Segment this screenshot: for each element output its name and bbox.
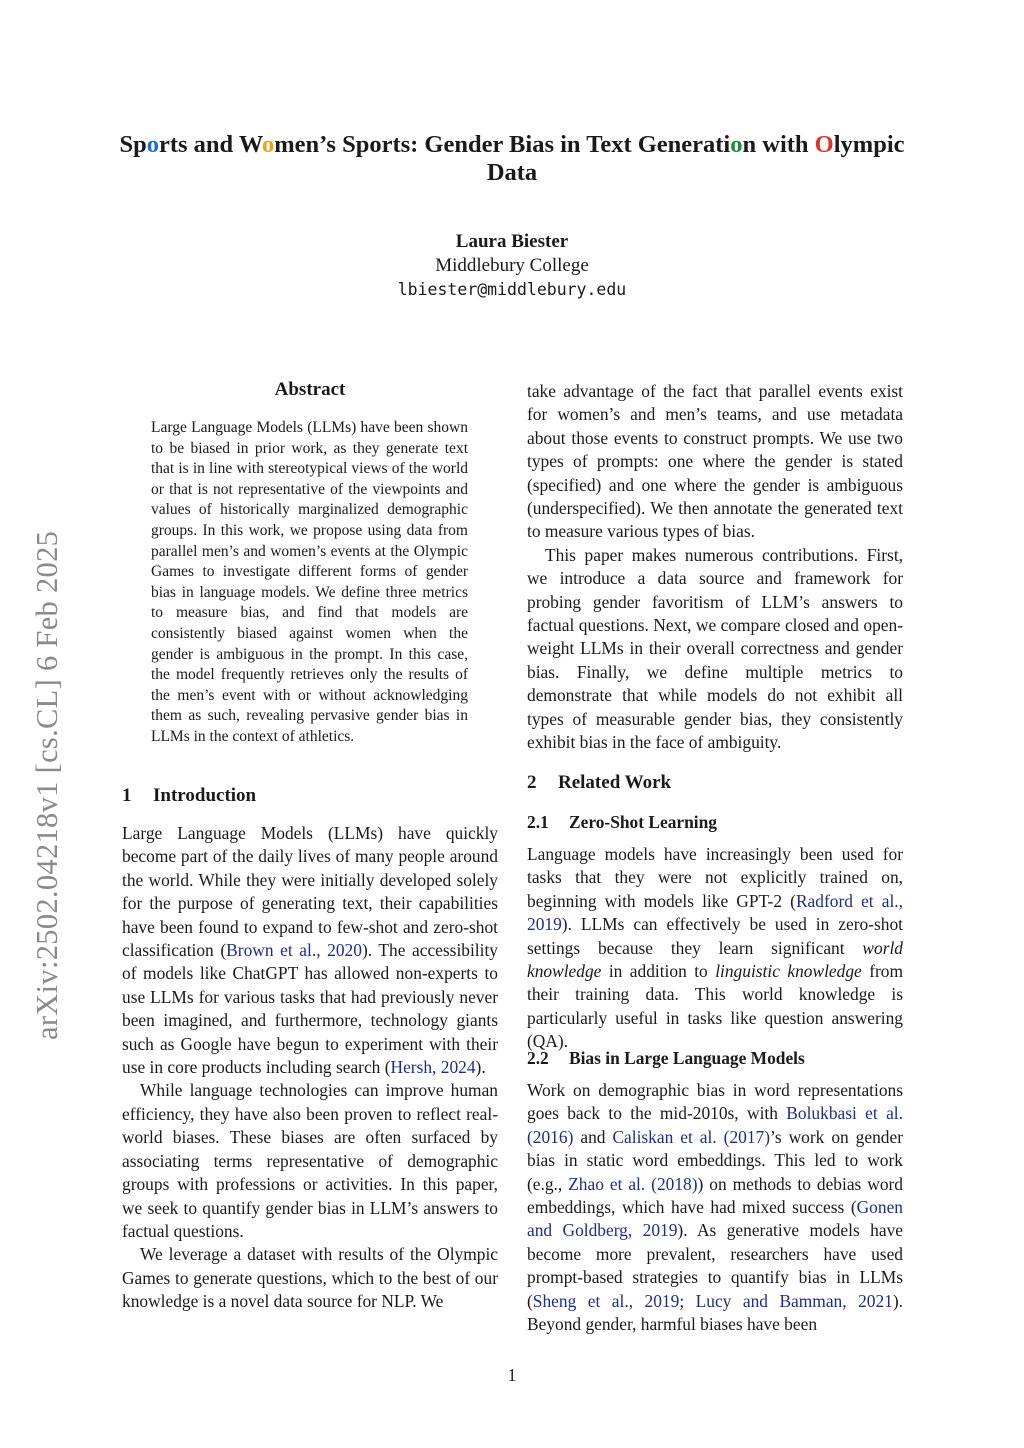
paragraph: We leverage a dataset with results of the Olympic Games to generate questions, which to the best of our knowledge is a novel data source for NLP. We [122, 1244, 498, 1312]
paragraph: This paper makes numerous contributions. First, we introduce a data source and framework for probing gender favoritism of LLM’s answers to factual questions. Next, we compare closed and open-weight LLMs in their overall correctness and gender bias. Finally, we define multiple metrics to demonstrate that while models do not exhibit all types of measurable gender bias, they consistently exhibit bias in the face of ambiguity. [527, 544, 903, 753]
title-part: men’s Sports: Gender Bias in Text Generati [274, 131, 731, 158]
abstract-heading: Abstract [274, 379, 346, 400]
paragraph: While language technologies can improve human efficiency, they have also been proven to reflect real-world biases. These biases are often surfaced by associating terms representative of demographic groups with professions or activities. In this paper, we seek to quantify gender bias in LLM’s answers to factual questions. [122, 1080, 498, 1241]
subsection-title: Bias in Large Language Models [569, 1048, 805, 1068]
abstract-text: Large Language Models (LLMs) have been shown to be biased in prior work, as they generate text that is in line with stereotypical views of the world or that is not representative of the viewpoints and values of historically marginalized demographic groups. In this work, we propose using data from parallel men’s and women’s events at the Olympic Games to investigate different forms of gender bias in language models. We define three metrics to measure bias, and find that models are consistently biased against women when the gender is ambiguous in the prompt. In this case, the model frequently retrieves only the results of the men’s event with or without acknowledging them as such, revealing pervasive gender bias in LLMs in the context of athletics. [151, 419, 468, 745]
paragraph [122, 822, 498, 1079]
title-olympic-ring-letter: o [146, 131, 159, 158]
text-run: ). As generative models have become more prevalent, researchers have used prompt-based strategies to quantify bias in LLMs ( [527, 1220, 903, 1311]
text-run: ). Beyond gender, harmful biases have been [527, 1290, 903, 1335]
citation-link[interactable]: Lucy and Bamman, 2021 [695, 1290, 893, 1311]
emphasis: linguistic knowledge [715, 961, 862, 982]
zero-shot-body [527, 843, 903, 1054]
paper-title [110, 131, 914, 187]
citation-link[interactable]: Caliskan et al. (2017) [612, 1126, 771, 1147]
subsection-heading-zero-shot [527, 812, 717, 833]
title-part: n with [742, 131, 815, 158]
author-email: lbiester@middlebury.edu [397, 280, 627, 299]
section-number: 1 [122, 785, 132, 806]
citation-link[interactable]: Sheng et al., 2019 [532, 1290, 680, 1311]
section-title: Related Work [558, 772, 672, 793]
title-olympic-ring-letter: o [730, 131, 743, 158]
arxiv-identifier: arXiv:2502.04218v1 [cs.CL] 6 Feb 2025 [30, 530, 64, 1040]
section-title: Introduction [153, 785, 257, 806]
subsection-title: Zero-Shot Learning [569, 812, 717, 832]
title-olympic-ring-letter: O [814, 131, 834, 158]
section-heading-related-work [527, 772, 671, 794]
paragraph [527, 843, 903, 1054]
introduction-body [122, 822, 498, 1314]
citation-link[interactable]: Radford et al., 2019 [527, 890, 903, 935]
section-heading-introduction [122, 785, 256, 807]
text-run: ). The accessibility of models like ChatGPT has allowed non-experts to use LLMs for various tasks that had previously never been imagined, and furthermore, technology giants such as Google have begun to experiment with their use in core products including search ( [122, 940, 498, 1078]
text-run: and [573, 1126, 613, 1147]
text-run: Large Language Models (LLMs) have quickly become part of the daily lives of many people around the world. While they were initially developed solely for the purpose of generating text, their capabilities have been found to expand to few-shot and zero-shot classification ( [122, 823, 498, 961]
text-run: ). LLMs can effectively be used in zero-shot settings because they learn significant [527, 914, 903, 958]
text-run: Work on demographic bias in word representations goes back to the mid-2010s, with [527, 1080, 903, 1124]
emphasis: world knowledge [527, 937, 903, 982]
subsection-number: 2.2 [527, 1048, 549, 1068]
title-olympic-ring-letter: o [262, 131, 275, 158]
text-run: ). [475, 1057, 486, 1078]
bias-body [527, 1079, 903, 1336]
citation-link[interactable]: Gonen and Goldberg, 2019 [527, 1197, 903, 1241]
author-name: Laura Biester [455, 231, 569, 252]
text-run: Language models have increasingly been used for tasks that they were not explicitly trained on, beginning with models like GPT-2 ( [527, 844, 903, 911]
paragraph: take advantage of the fact that parallel events exist for women’s and men’s teams, and use metadata about those events to construct prompts. We use two types of prompts: one where the gender is stated (specified) and one where the gender is ambiguous (underspecified). We then annotate the generated text to measure various types of bias. [527, 381, 903, 542]
text-run: ’s work on gender bias in static word embeddings. This led to work (e.g., [527, 1126, 903, 1194]
citation-link[interactable]: Bolukbasi et al. (2016) [527, 1103, 903, 1147]
author-block [312, 230, 712, 302]
text-run: ) on methods to debias word embeddings, which have had mixed success ( [527, 1173, 903, 1218]
text-run: ; [679, 1290, 696, 1311]
text-run: in addition to [601, 961, 716, 982]
subsection-heading-bias [527, 1048, 805, 1069]
section-number: 2 [527, 772, 537, 793]
author-affiliation: Middlebury College [435, 255, 589, 276]
title-part: lympic Data [486, 131, 905, 186]
subsection-number: 2.1 [527, 812, 549, 832]
title-part: rts and W [158, 131, 263, 158]
citation-link[interactable]: Hersh, 2024 [390, 1057, 476, 1078]
paragraph [527, 1079, 903, 1336]
citation-link[interactable]: Brown et al., 2020 [226, 940, 362, 961]
title-part: Sp [119, 131, 147, 158]
text-run: from their training data. This world knowledge is particularly useful in tasks like question answering (QA). [527, 961, 903, 1052]
right-column-intro-continued [527, 380, 903, 755]
citation-link[interactable]: Zhao et al. (2018) [568, 1173, 698, 1194]
page-number: 1 [507, 1365, 517, 1385]
